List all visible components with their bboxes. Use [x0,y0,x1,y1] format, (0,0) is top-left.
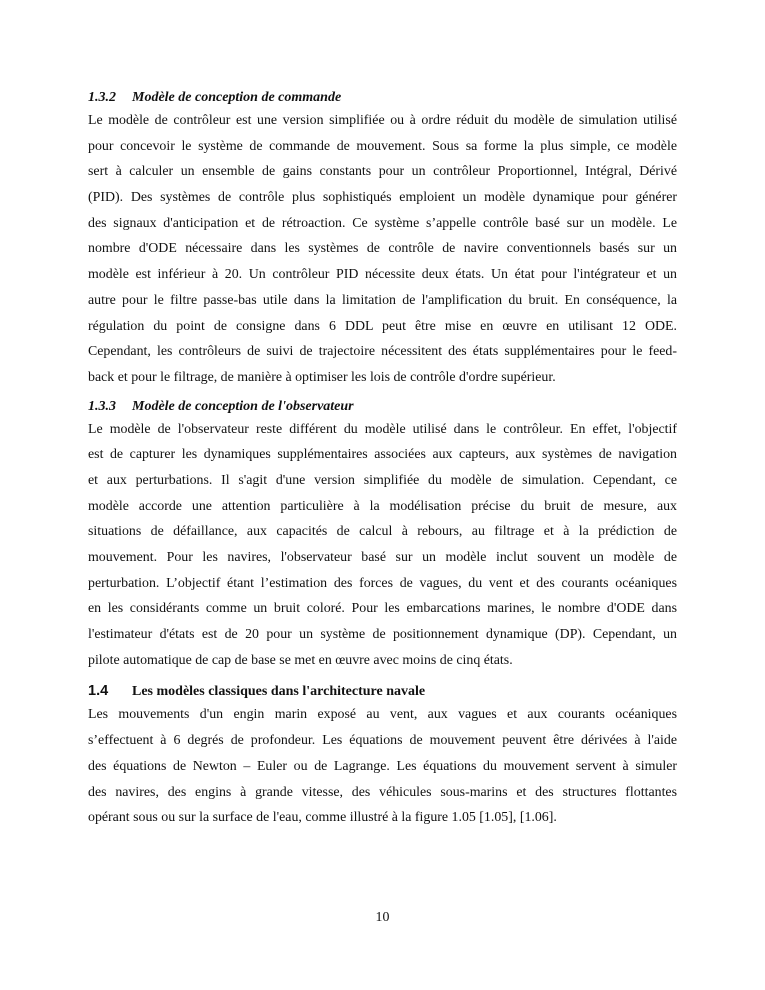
section-1-3-3 [88,397,677,674]
text-line: des équations de Newton – Euler ou de Lagrange. Les équations du mouvement servent à simuler [88,758,677,774]
text-line: est de capturer les dynamiques supplémentaires associées aux capteurs, aux systèmes de navigation [88,447,677,463]
section-title: Modèle de conception de commande [132,90,342,105]
text-line: des signaux d'anticipation et de rétroaction. Ce système s’appelle contrôle basé sur un modèle. Le [88,215,677,231]
section-number: 1.3.3 [88,398,116,414]
text-line: pour concevoir le système de commande de mouvement. Sous sa forme la plus simple, ce modèle [88,138,677,154]
section-heading [88,681,677,702]
text-line: régulation du point de consigne dans 6 DDL peut être mise en œuvre en utilisant 12 ODE. [88,318,677,334]
text-line: mouvement. Pour les navires, l'observateur basé sur un modèle inclut souvent un modèle de [88,550,677,565]
section-title: Les modèles classiques dans l'architecture navale [132,684,426,700]
section-heading [88,88,677,108]
section-heading [88,397,677,417]
section-paragraph [88,108,677,391]
text-line: nombre d'ODE nécessaire dans les systèmes de contrôle de navire conventionnels basés sur un [88,241,677,257]
section-paragraph [88,702,677,830]
section-title: Modèle de conception de l'observateur [132,398,354,414]
text-line: Le modèle de l'observateur reste différent du modèle utilisé dans le contrôleur. En effet, l'objectif [88,421,677,437]
page-number: 10 [375,910,390,925]
section-1-4 [88,681,677,830]
section-number: 1.3.2 [88,90,116,105]
text-line: Cependant, les contrôleurs de suivi de trajectoire nécessitent des états supplémentaires pour le feed- [88,344,677,360]
text-line: l'estimateur d'états est de 20 pour un système de positionnement dynamique (DP). Cependant, un [88,627,677,643]
text-line: sert à calculer un ensemble de gains constants pour un contrôleur Proportionnel, Intégral, Dérivé [88,164,677,180]
text-line: des navires, des engins à grande vitesse, des véhicules sous-marins et des structures flottantes [88,784,677,800]
text-line: opérant sous ou sur la surface de l'eau, comme illustré à la figure 1.05 [1.05], [1.06]. [88,810,557,826]
section-paragraph [88,417,677,674]
text-line: autre pour le filtre passe-bas utile dans la limitation de l'amplification du bruit. En conséquence, la [88,292,677,308]
section-number: 1.4 [88,683,109,700]
document-page [88,88,677,831]
section-1-3-2 [88,88,677,391]
text-line: Les mouvements d'un engin marin exposé au vent, aux vagues et aux courants océaniques [88,707,677,723]
text-line: modèle accorde une attention particulière à la modélisation précise du bruit de mesure, aux [88,498,677,514]
text-line: perturbation. L’objectif étant l’estimation des forces de vagues, du vent et des courants océaniques [88,575,677,591]
text-line: back et pour le filtrage, de manière à optimiser les lois de contrôle d'ordre supérieur. [88,369,556,385]
text-line: et aux perturbations. Il s'agit d'une version simplifiée du modèle de simulation. Cependant, ce [88,472,677,488]
text-line: s’effectuent à 6 degrés de profondeur. Les équations de mouvement peuvent être dérivées à l'aide [88,733,677,749]
text-line: pilote automatique de cap de base se met en œuvre avec moins de cinq états. [88,652,513,668]
text-line: situations de défaillance, aux capacités de calcul à rebours, au filtrage et à la prédiction de [88,524,677,540]
text-line: Le modèle de contrôleur est une version simplifiée ou à ordre réduit du modèle de simulation utilisé [88,113,677,128]
text-line: en les considérants comme un bruit coloré. Pour les embarcations marines, le nombre d'ODE dans [88,601,677,617]
text-line: (PID). Des systèmes de contrôle plus sophistiqués emploient un modèle dynamique pour générer [88,190,677,206]
text-line: modèle est inférieur à 20. Un contrôleur PID nécessite deux états. Un état pour l'intégrateur et un [88,267,677,283]
